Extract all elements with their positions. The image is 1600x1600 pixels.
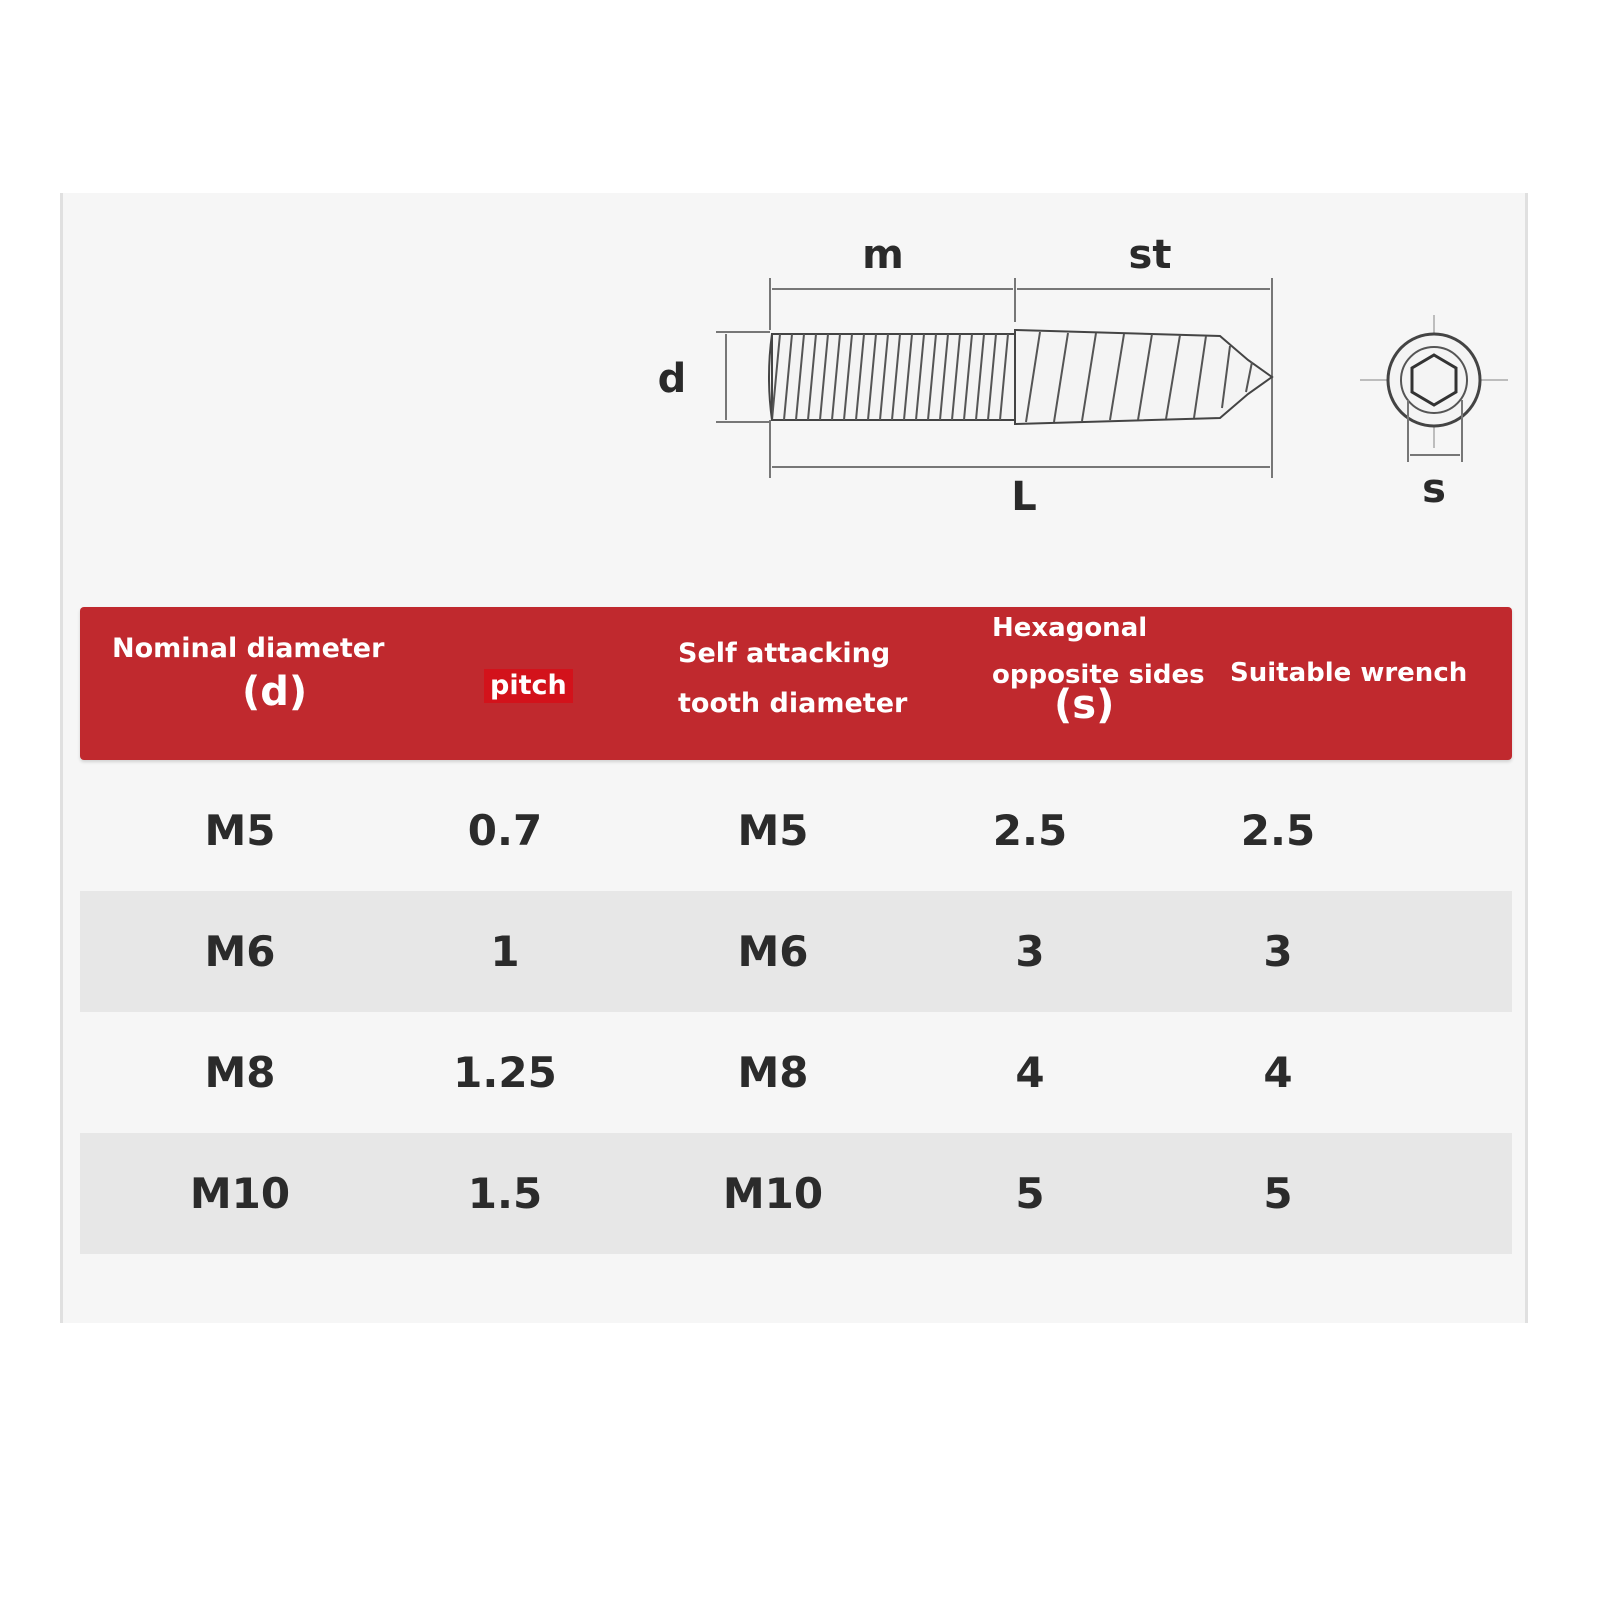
cell-nominal-diameter: M6	[204, 927, 276, 976]
header-label: Suitable wrench	[1230, 658, 1468, 688]
header-label: Nominal diameter	[112, 633, 385, 664]
cell-pitch: 1	[490, 927, 520, 976]
header-label: Self attacking	[678, 638, 891, 669]
hex-socket-end-view	[1360, 315, 1508, 462]
cell-nominal-diameter: M10	[189, 1169, 291, 1218]
header-label: Hexagonal	[992, 613, 1148, 643]
header-hexagonal-opposite-sides	[992, 612, 1205, 728]
label-st: st	[1128, 232, 1172, 278]
table-row	[80, 891, 1512, 1012]
table-row	[80, 770, 1512, 891]
header-label: pitch	[484, 669, 573, 703]
cell-pitch: 1.5	[467, 1169, 543, 1218]
table-header	[80, 607, 1512, 760]
cell-hexagonal-sides: 4	[1015, 1048, 1045, 1097]
diameter-dimension-line	[716, 332, 770, 422]
label-d: d	[657, 356, 687, 402]
table-row	[80, 1012, 1512, 1133]
cell-hexagonal-sides: 3	[1015, 927, 1045, 976]
header-suitable-wrench	[1230, 657, 1467, 690]
cell-wrench: 3	[1263, 927, 1293, 976]
table-row	[80, 1133, 1512, 1254]
cell-tooth-diameter: M10	[722, 1169, 824, 1218]
cell-wrench: 5	[1263, 1169, 1293, 1218]
header-tooth-diameter	[678, 637, 907, 721]
header-pitch	[484, 669, 573, 703]
label-m: m	[862, 232, 904, 278]
table-body	[80, 770, 1512, 1254]
cell-hexagonal-sides: 5	[1015, 1169, 1045, 1218]
cell-pitch: 1.25	[453, 1048, 557, 1097]
cell-wrench: 4	[1263, 1048, 1293, 1097]
screw-dimension-diagram	[0, 0, 1600, 560]
cell-tooth-diameter: M6	[737, 927, 809, 976]
cell-hexagonal-sides: 2.5	[992, 806, 1068, 855]
cell-nominal-diameter: M8	[204, 1048, 276, 1097]
hanger-bolt-drawing	[769, 330, 1272, 424]
cell-wrench: 2.5	[1240, 806, 1316, 855]
header-nominal-diameter	[112, 632, 385, 715]
label-L: L	[1011, 474, 1037, 520]
cell-nominal-diameter: M5	[204, 806, 276, 855]
label-s: s	[1422, 466, 1446, 512]
header-label-line2: opposite sides	[992, 659, 1205, 690]
header-symbol: (d)	[242, 668, 308, 715]
cell-pitch: 0.7	[467, 806, 543, 855]
header-label-line2: tooth diameter	[678, 687, 908, 719]
header-symbol: (s)	[1054, 682, 1115, 728]
cell-tooth-diameter: M5	[737, 806, 809, 855]
cell-tooth-diameter: M8	[737, 1048, 809, 1097]
spec-table	[80, 607, 1512, 1254]
